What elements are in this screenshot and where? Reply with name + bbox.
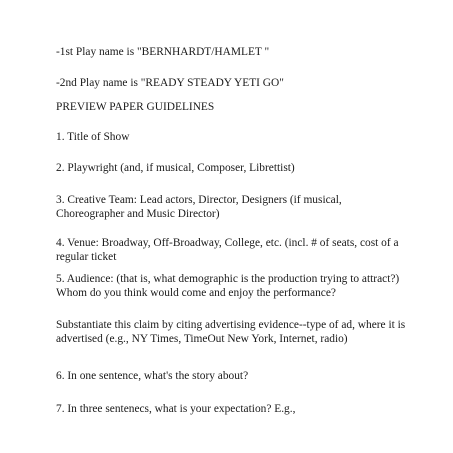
guideline-1: 1. Title of Show [56, 131, 130, 143]
guideline-5: 5. Audience: (that is, what demographic is the production trying to attract?) Whom do you think would come and enjoy the performance? [56, 273, 400, 299]
guidelines-heading: PREVIEW PAPER GUIDELINES [56, 101, 215, 113]
guideline-7: 7. In three sentenecs, what is your expectation? E.g., [56, 403, 296, 415]
guideline-3: 3. Creative Team: Lead actors, Director, Designers (if musical, Choreographer and Music Director) [56, 194, 342, 220]
guideline-5-substantiate: Substantiate this claim by citing advertising evidence--type of ad, where it is advertised (e.g., NY Times, TimeOut New York, Internet, radio) [56, 319, 406, 345]
guideline-4: 4. Venue: Broadway, Off-Broadway, College, etc. (incl. # of seats, cost of a regular ticket [56, 237, 399, 263]
guideline-6: 6. In one sentence, what's the story about? [56, 370, 249, 382]
play-1-name: -1st Play name is "BERNHARDT/HAMLET " [56, 46, 270, 58]
play-2-name: -2nd Play name is "READY STEADY YETI GO" [56, 77, 284, 89]
guideline-2: 2. Playwright (and, if musical, Composer, Librettist) [56, 162, 295, 174]
